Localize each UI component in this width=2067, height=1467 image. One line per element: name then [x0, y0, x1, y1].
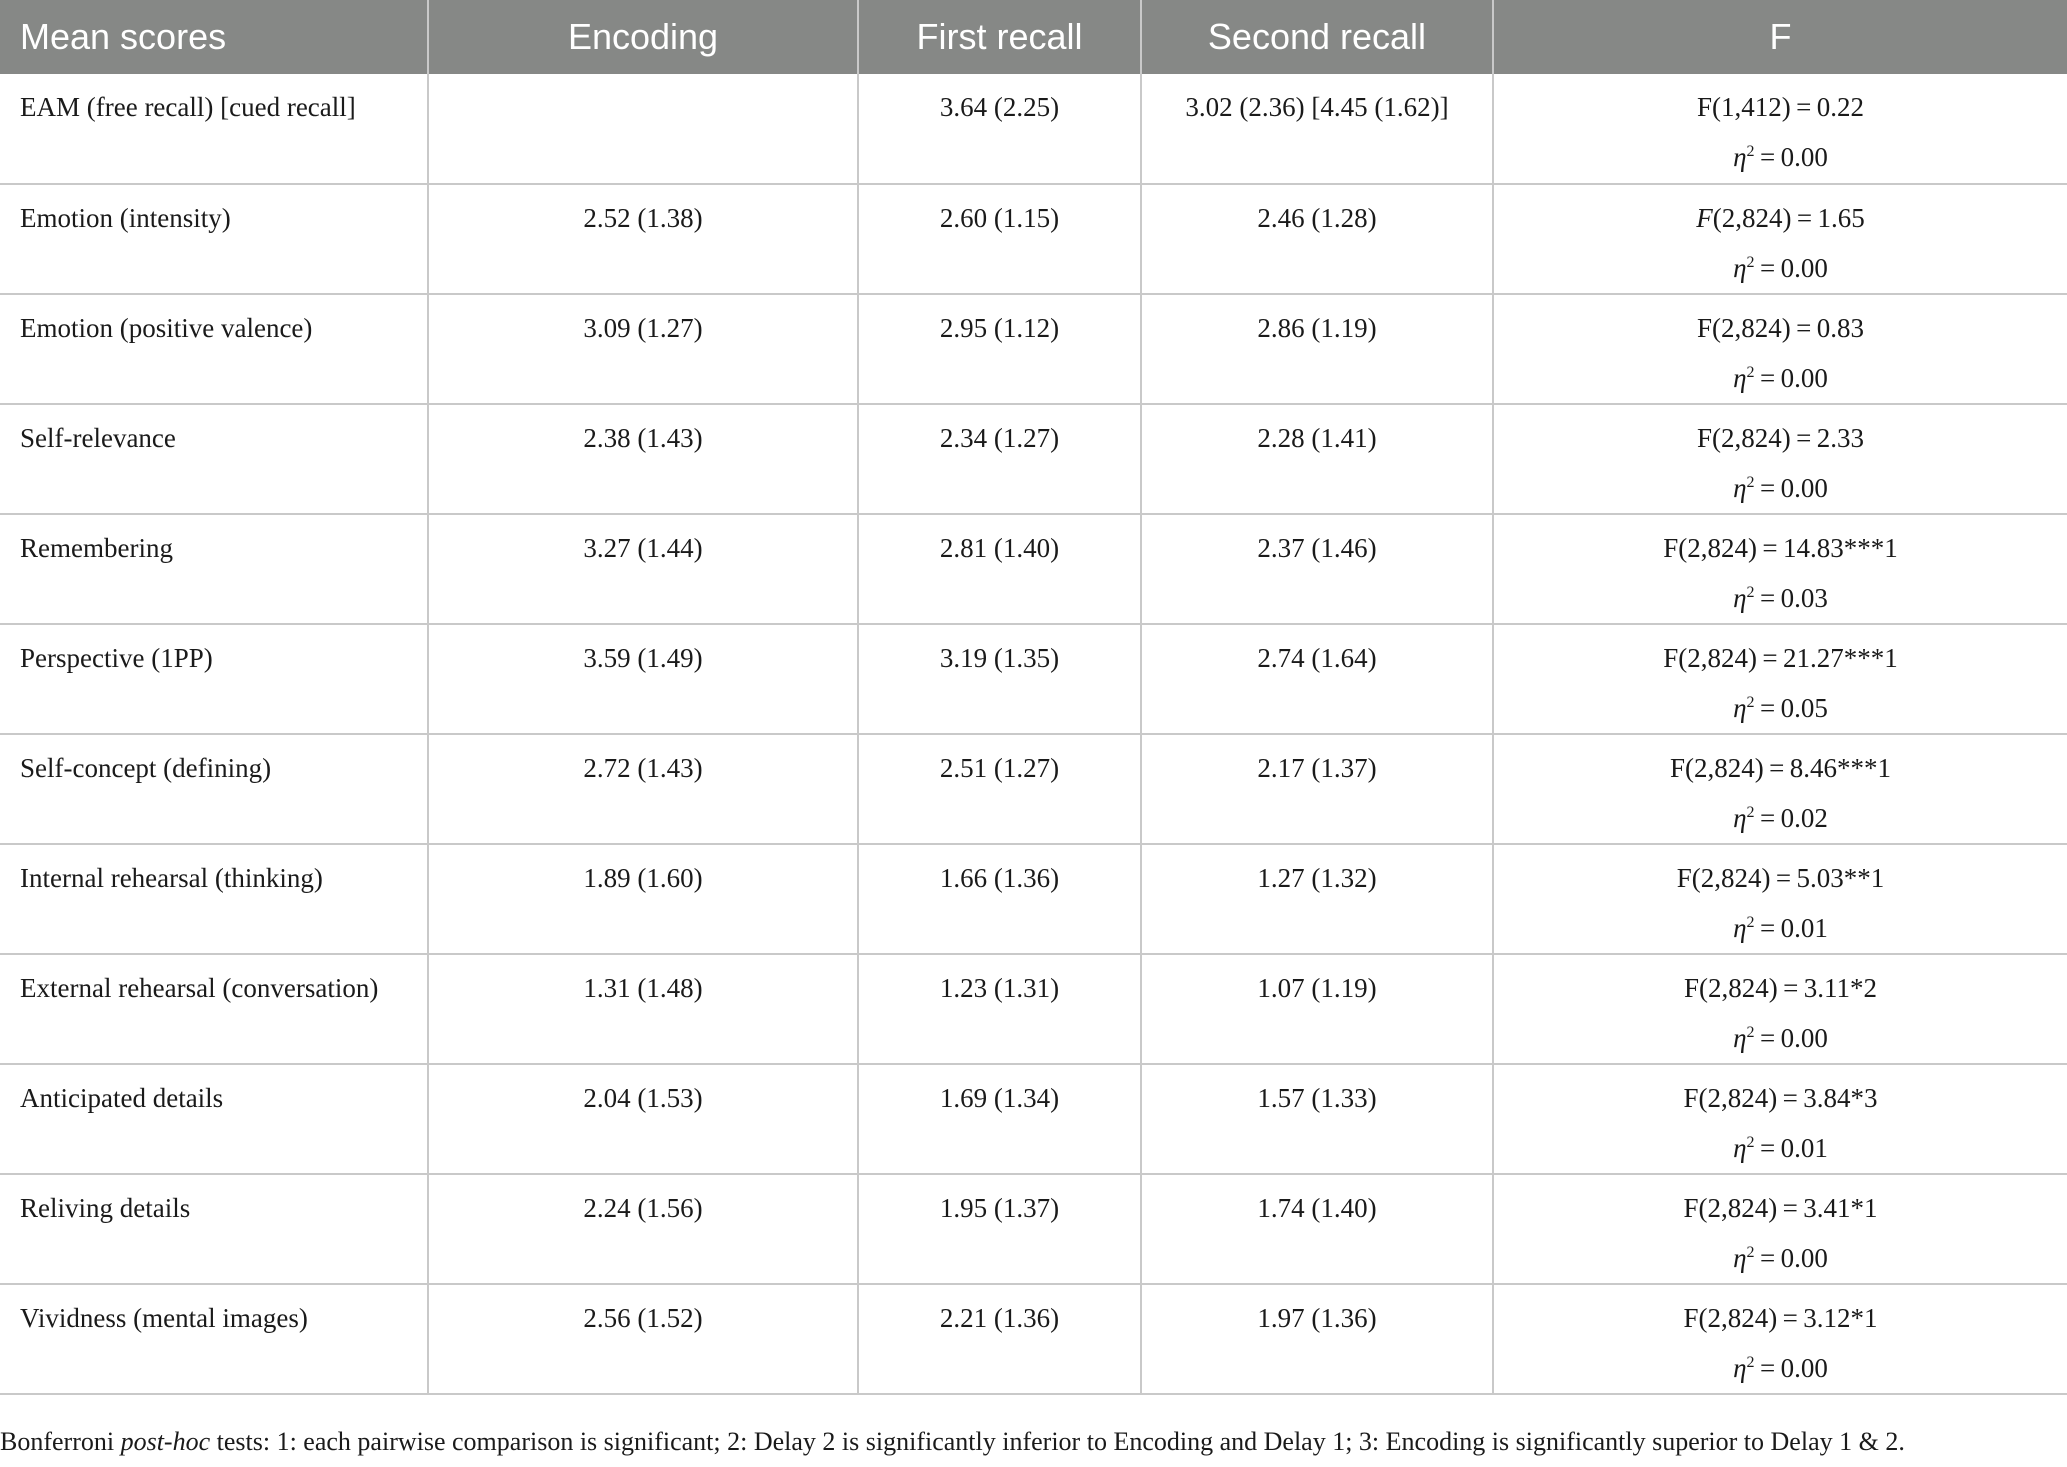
cell-second-recall: 1.27 (1.32) — [1141, 844, 1493, 954]
f-value: F(2,824) = 21.27***1 — [1663, 643, 1898, 673]
cell-second-recall: 3.02 (2.36) [4.45 (1.62)] — [1141, 74, 1493, 184]
cell-encoding: 3.59 (1.49) — [428, 624, 858, 734]
cell-f-statistic — [1493, 74, 2067, 184]
row-label: EAM (free recall) [cued recall] — [0, 74, 428, 184]
cell-first-recall: 2.60 (1.15) — [858, 184, 1141, 294]
table-row — [0, 514, 2067, 624]
cell-second-recall: 2.37 (1.46) — [1141, 514, 1493, 624]
eta-symbol: η — [1733, 1243, 1747, 1273]
f-value: F(2,824) = 3.84*3 — [1683, 1083, 1878, 1113]
cell-second-recall: 2.86 (1.19) — [1141, 294, 1493, 404]
row-label: Self-relevance — [0, 404, 428, 514]
row-label: Remembering — [0, 514, 428, 624]
eta-symbol: η — [1733, 253, 1747, 283]
cell-encoding: 2.04 (1.53) — [428, 1064, 858, 1174]
cell-first-recall: 1.23 (1.31) — [858, 954, 1141, 1064]
eta-squared — [1494, 1241, 2067, 1275]
eta-superscript: 2 — [1746, 1024, 1755, 1041]
row-label: Vividness (mental images) — [0, 1284, 428, 1394]
eta-symbol: η — [1733, 803, 1747, 833]
cell-encoding: 1.89 (1.60) — [428, 844, 858, 954]
f-value: F(2,824) = 3.12*1 — [1683, 1303, 1878, 1333]
cell-encoding — [428, 74, 858, 184]
table-row — [0, 1064, 2067, 1174]
f-value: F(2,824) = 8.46***1 — [1669, 753, 1892, 783]
table-row — [0, 184, 2067, 294]
row-label: Self-concept (defining) — [0, 734, 428, 844]
f-value: F(1,412) = 0.22 — [1696, 92, 1865, 122]
cell-encoding: 2.72 (1.43) — [428, 734, 858, 844]
row-label: External rehearsal (conversation) — [0, 954, 428, 1064]
cell-first-recall: 1.69 (1.34) — [858, 1064, 1141, 1174]
cell-first-recall: 2.21 (1.36) — [858, 1284, 1141, 1394]
eta-superscript: 2 — [1746, 254, 1755, 271]
header-first-recall: First recall — [858, 0, 1141, 74]
cell-f-statistic — [1493, 844, 2067, 954]
eta-superscript: 2 — [1746, 474, 1755, 491]
cell-encoding: 1.31 (1.48) — [428, 954, 858, 1064]
header-mean-scores: Mean scores — [0, 0, 428, 74]
table-row — [0, 954, 2067, 1064]
header-f: F — [1493, 0, 2067, 74]
f-value: F(2,824) = 3.11*2 — [1683, 973, 1878, 1003]
cell-second-recall: 1.07 (1.19) — [1141, 954, 1493, 1064]
footnote-suffix: tests: 1: each pairwise comparison is significant; 2: Delay 2 is significantly inferior to Encoding and Delay 1; 3: Encoding is significantly superior to Delay 1 & 2. — [210, 1427, 1905, 1456]
table-body — [0, 74, 2067, 1394]
eta-superscript: 2 — [1746, 914, 1755, 931]
eta-symbol: η — [1733, 1023, 1747, 1053]
cell-second-recall: 1.57 (1.33) — [1141, 1064, 1493, 1174]
eta-value: = 0.03 — [1754, 583, 1828, 613]
f-value: F(2,824) = 2.33 — [1696, 423, 1865, 453]
eta-symbol: η — [1733, 473, 1747, 503]
eta-symbol: η — [1733, 693, 1747, 723]
table-row — [0, 624, 2067, 734]
eta-value: = 0.00 — [1754, 473, 1828, 503]
table-row — [0, 1284, 2067, 1394]
f-value: F(2,824) = 5.03**1 — [1676, 863, 1885, 893]
eta-squared — [1494, 911, 2067, 945]
f-value: F(2,824) = 0.83 — [1696, 313, 1865, 343]
cell-first-recall: 2.95 (1.12) — [858, 294, 1141, 404]
cell-second-recall: 1.74 (1.40) — [1141, 1174, 1493, 1284]
eta-symbol: η — [1733, 913, 1747, 943]
cell-second-recall: 1.97 (1.36) — [1141, 1284, 1493, 1394]
cell-f-statistic — [1493, 514, 2067, 624]
eta-value: = 0.02 — [1754, 803, 1828, 833]
eta-superscript: 2 — [1746, 1354, 1755, 1371]
eta-superscript: 2 — [1746, 694, 1755, 711]
eta-superscript: 2 — [1746, 143, 1755, 160]
cell-first-recall: 3.64 (2.25) — [858, 74, 1141, 184]
cell-first-recall: 2.51 (1.27) — [858, 734, 1141, 844]
eta-symbol: η — [1733, 583, 1747, 613]
cell-f-statistic — [1493, 1174, 2067, 1284]
row-label: Reliving details — [0, 1174, 428, 1284]
row-label: Emotion (intensity) — [0, 184, 428, 294]
cell-second-recall: 2.28 (1.41) — [1141, 404, 1493, 514]
eta-value: = 0.00 — [1754, 142, 1828, 172]
table-row — [0, 404, 2067, 514]
eta-symbol: η — [1733, 1353, 1747, 1383]
cell-first-recall: 2.81 (1.40) — [858, 514, 1141, 624]
cell-f-statistic — [1493, 624, 2067, 734]
eta-squared — [1494, 581, 2067, 615]
cell-encoding: 2.52 (1.38) — [428, 184, 858, 294]
table-footnote — [0, 1427, 1905, 1457]
cell-f-statistic — [1493, 404, 2067, 514]
cell-f-statistic — [1493, 1284, 2067, 1394]
cell-encoding: 2.38 (1.43) — [428, 404, 858, 514]
cell-first-recall: 1.95 (1.37) — [858, 1174, 1141, 1284]
eta-value: = 0.00 — [1754, 1353, 1828, 1383]
header-encoding: Encoding — [428, 0, 858, 74]
eta-value: = 0.00 — [1754, 1023, 1828, 1053]
eta-value: = 0.00 — [1754, 363, 1828, 393]
cell-f-statistic — [1493, 734, 2067, 844]
table-row — [0, 734, 2067, 844]
cell-first-recall: 3.19 (1.35) — [858, 624, 1141, 734]
eta-squared — [1494, 361, 2067, 395]
eta-squared — [1494, 1021, 2067, 1055]
footnote-italic: post-hoc — [120, 1427, 211, 1456]
eta-squared — [1494, 1351, 2067, 1385]
cell-f-statistic — [1493, 184, 2067, 294]
f-value: F(2,824) = 1.65 — [1696, 203, 1865, 233]
cell-second-recall: 2.46 (1.28) — [1141, 184, 1493, 294]
cell-encoding: 3.27 (1.44) — [428, 514, 858, 624]
eta-squared — [1494, 140, 2067, 174]
cell-encoding: 2.24 (1.56) — [428, 1174, 858, 1284]
footnote-prefix: Bonferroni — [0, 1427, 121, 1456]
eta-symbol: η — [1733, 142, 1747, 172]
header-second-recall: Second recall — [1141, 0, 1493, 74]
f-value: F(2,824) = 3.41*1 — [1683, 1193, 1878, 1223]
cell-second-recall: 2.74 (1.64) — [1141, 624, 1493, 734]
table-row — [0, 1174, 2067, 1284]
eta-superscript: 2 — [1746, 364, 1755, 381]
cell-encoding: 3.09 (1.27) — [428, 294, 858, 404]
cell-f-statistic — [1493, 294, 2067, 404]
row-label: Perspective (1PP) — [0, 624, 428, 734]
eta-value: = 0.00 — [1754, 1243, 1828, 1273]
f-symbol: F — [1696, 203, 1713, 233]
cell-first-recall: 2.34 (1.27) — [858, 404, 1141, 514]
eta-symbol: η — [1733, 1133, 1747, 1163]
table-row — [0, 844, 2067, 954]
cell-encoding: 2.56 (1.52) — [428, 1284, 858, 1394]
eta-squared — [1494, 1131, 2067, 1165]
cell-first-recall: 1.66 (1.36) — [858, 844, 1141, 954]
cell-f-statistic — [1493, 954, 2067, 1064]
eta-squared — [1494, 801, 2067, 835]
eta-value: = 0.01 — [1754, 1133, 1828, 1163]
row-label: Internal rehearsal (thinking) — [0, 844, 428, 954]
eta-squared — [1494, 251, 2067, 285]
f-value: F(2,824) = 14.83***1 — [1663, 533, 1898, 563]
cell-second-recall: 2.17 (1.37) — [1141, 734, 1493, 844]
eta-value: = 0.00 — [1754, 253, 1828, 283]
eta-value: = 0.01 — [1754, 913, 1828, 943]
eta-superscript: 2 — [1746, 584, 1755, 601]
eta-superscript: 2 — [1746, 1244, 1755, 1261]
cell-f-statistic — [1493, 1064, 2067, 1174]
row-label: Emotion (positive valence) — [0, 294, 428, 404]
eta-superscript: 2 — [1746, 804, 1755, 821]
header-row — [0, 0, 2067, 74]
eta-squared — [1494, 471, 2067, 505]
eta-squared — [1494, 691, 2067, 725]
eta-symbol: η — [1733, 363, 1747, 393]
table-row — [0, 74, 2067, 184]
eta-value: = 0.05 — [1754, 693, 1828, 723]
row-label: Anticipated details — [0, 1064, 428, 1174]
table-header — [0, 0, 2067, 74]
table-row — [0, 294, 2067, 404]
eta-superscript: 2 — [1746, 1134, 1755, 1151]
